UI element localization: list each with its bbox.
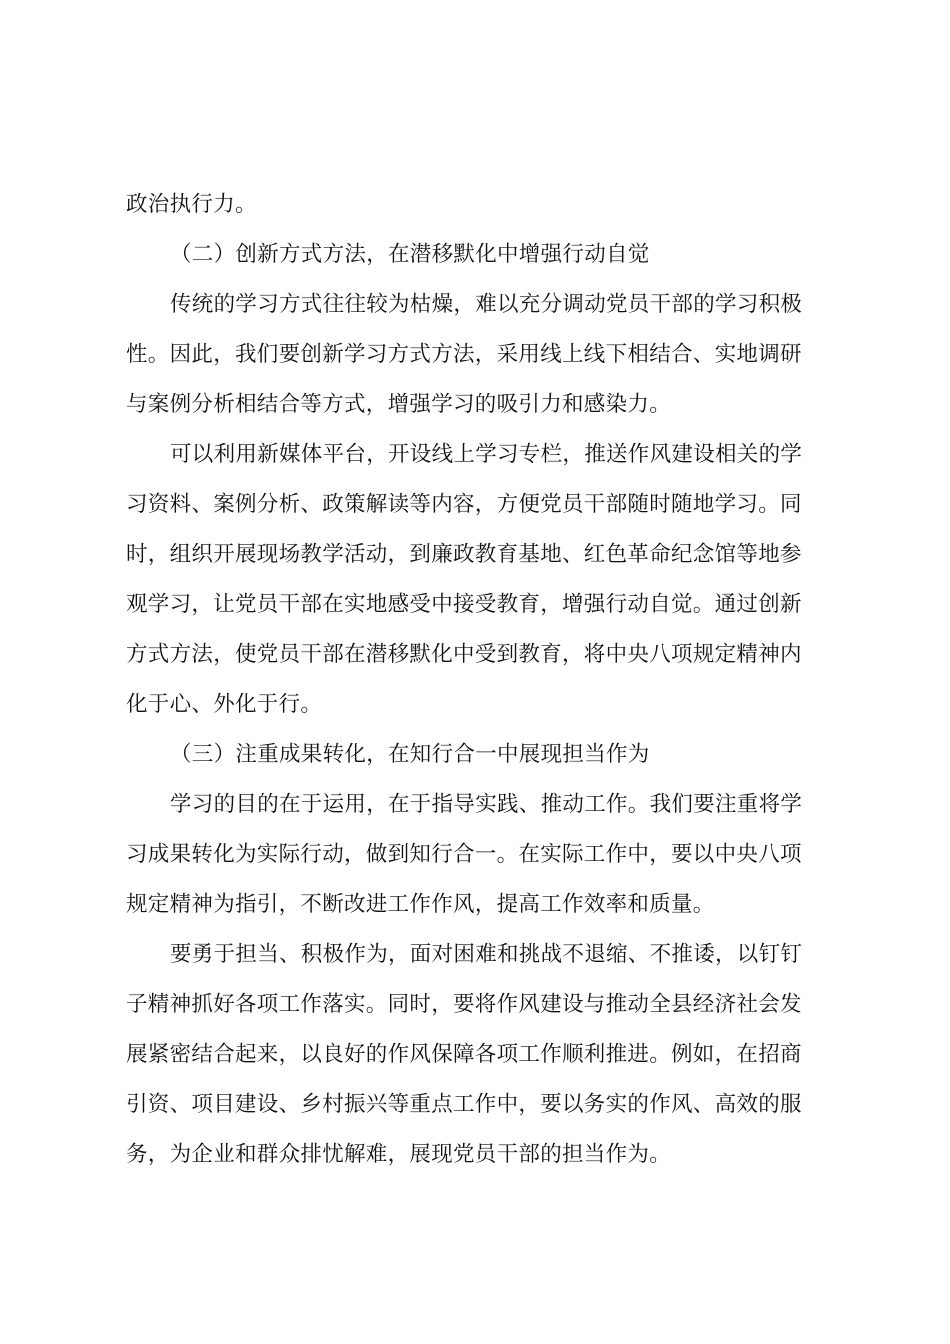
section-heading: （三）注重成果转化，在知行合一中展现担当作为 [170, 742, 650, 767]
text-line: 政治执行力。 [126, 192, 257, 217]
text-line: 时，组织开展现场教学活动，到廉政教育基地、红色革命纪念馆等地参 [126, 542, 802, 567]
text-line: 要勇于担当、积极作为，面对困难和挑战不退缩、不推诿，以钉钉 [170, 942, 803, 967]
text-line: 务，为企业和群众排忧解难，展现党员干部的担当作为。 [126, 1142, 672, 1167]
text-line: 与案例分析相结合等方式，增强学习的吸引力和感染力。 [126, 392, 672, 417]
text-line: 展紧密结合起来，以良好的作风保障各项工作顺利推进。例如，在招商 [126, 1042, 802, 1067]
text-line: 规定精神为指引，不断改进工作作风，提高工作效率和质量。 [126, 892, 715, 917]
text-line: 子精神抓好各项工作落实。同时，要将作风建设与推动全县经济社会发 [126, 992, 802, 1017]
text-line: 习成果转化为实际行动，做到知行合一。在实际工作中，要以中央八项 [126, 842, 802, 867]
text-line: 学习的目的在于运用，在于指导实践、推动工作。我们要注重将学 [170, 792, 803, 817]
text-line: 可以利用新媒体平台，开设线上学习专栏，推送作风建设相关的学 [170, 442, 803, 467]
text-line: 引资、项目建设、乡村振兴等重点工作中，要以务实的作风、高效的服 [126, 1092, 802, 1117]
text-line: 性。因此，我们要创新学习方式方法，采用线上线下相结合、实地调研 [126, 342, 802, 367]
text-line: 习资料、案例分析、政策解读等内容，方便党员干部随时随地学习。同 [126, 492, 802, 517]
text-line: 化于心、外化于行。 [126, 692, 323, 717]
text-line: 传统的学习方式往往较为枯燥，难以充分调动党员干部的学习积极 [170, 292, 803, 317]
text-line: 观学习，让党员干部在实地感受中接受教育，增强行动自觉。通过创新 [126, 592, 802, 617]
text-line: 方式方法，使党员干部在潜移默化中受到教育，将中央八项规定精神内 [126, 642, 802, 667]
section-heading: （二）创新方式方法，在潜移默化中增强行动自觉 [170, 242, 650, 267]
